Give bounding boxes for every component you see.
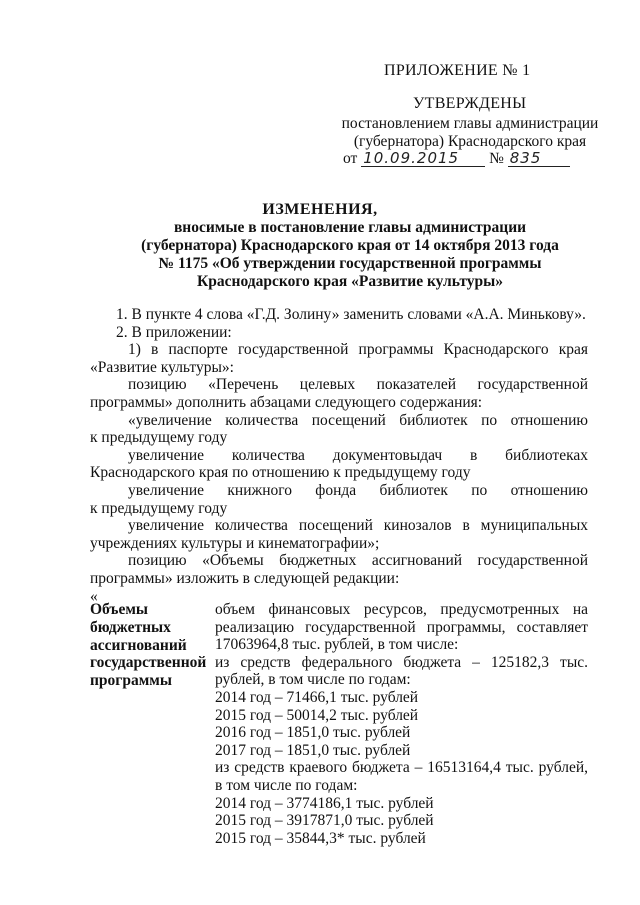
regional-budget: из средств краевого бюджета – 16513164,4 тыс. рублей, в том числе по годам: (215, 759, 588, 794)
federal-year-2015: 2015 год – 50014,2 тыс. рублей (215, 706, 419, 724)
regional-year-2015-extra: 2015 год – 35844,3* тыс. рублей (215, 829, 426, 847)
federal-year-2016: 2016 год – 1851,0 тыс. рублей (215, 724, 411, 742)
indicator-1-line-2: к предыдущему году (90, 429, 228, 447)
document-title: ИЗМЕНЕНИЯ, (262, 201, 378, 218)
budget-label-line: государственной (90, 654, 207, 672)
paragraph-item-2: 2. В приложении: (116, 323, 232, 341)
budget-label-line: ассигнований (90, 636, 187, 654)
handwritten-date: 10.09.2015 (361, 151, 485, 167)
approved-label: УТВЕРЖДЕНЫ (413, 95, 527, 112)
approval-basis (339, 115, 601, 151)
appendix-label: ПРИЛОЖЕНИЕ № 1 (384, 62, 531, 79)
regional-year-2014: 2014 год – 3774186,1 тыс. рублей (215, 794, 434, 812)
federal-year-2014: 2014 год – 71466,1 тыс. рублей (215, 688, 419, 706)
document-subtitle (100, 219, 600, 291)
indicator-4: увеличение количества посещений кинозалов в муниципальных учреждениях культуры и кинематографии»; (90, 517, 588, 552)
subtitle-line: (губернатора) Краснодарского края от 14 октября 2013 года (141, 237, 559, 254)
document-body (90, 306, 588, 606)
indicator-1-line-1: «увеличение количества посещений библиотек по отношению (128, 411, 588, 429)
budget-label-line: бюджетных (90, 618, 171, 636)
approval-basis-line: (губернатора) Краснодарского края (353, 133, 587, 150)
regional-year-2015: 2015 год – 3917871,0 тыс. рублей (215, 812, 434, 830)
subtitle-line: Краснодарского края «Развитие культуры» (197, 273, 503, 290)
budget-intro: объем финансовых ресурсов, предусмотренных на реализацию государственной программы, составляет 17063964,8 тыс. рублей, в том числе: (215, 601, 588, 654)
opening-quote: « (90, 587, 98, 605)
paragraph-item-1: 1. В пункте 4 слова «Г.Д. Золину» заменить словами «А.А. Минькову». (116, 306, 586, 323)
approval-basis-line: постановлением главы администрации (341, 115, 599, 132)
handwritten-number: 835 (508, 151, 570, 167)
number-prefix: № (489, 150, 504, 167)
paragraph-position-1: позицию «Перечень целевых показателей государственной программы» дополнить абзацами следующего содержания: (90, 376, 588, 411)
indicator-2: увеличение количества документовыдач в библиотеках Краснодарского края по отношению к предыдущему году (90, 446, 588, 482)
paragraph-sub-1: 1) в паспорте государственной программы Краснодарского края «Развитие культуры»: (90, 341, 588, 376)
budget-label-line: программы (90, 672, 172, 690)
budget-row-value (215, 601, 588, 847)
budget-label-line: Объемы (90, 601, 148, 618)
indicator-3-line-2: к предыдущему году (90, 499, 228, 517)
paragraph-position-2: позицию «Объемы бюджетных ассигнований государственной программы» изложить в следующей редакции: (90, 552, 588, 587)
date-prefix: от (343, 150, 358, 167)
budget-row-label (90, 601, 210, 690)
federal-year-2017: 2017 год – 1851,0 тыс. рублей (215, 741, 411, 759)
subtitle-line: № 1175 «Об утверждении государственной программы (158, 255, 542, 272)
indicator-3-line-1: увеличение книжного фонда библиотек по отношению (128, 481, 588, 499)
federal-budget: из средств федерального бюджета – 125182,3 тыс. рублей, в том числе по годам: (215, 653, 588, 689)
subtitle-line: вносимые в постановление главы администрации (173, 219, 527, 236)
date-number-line (343, 150, 570, 168)
